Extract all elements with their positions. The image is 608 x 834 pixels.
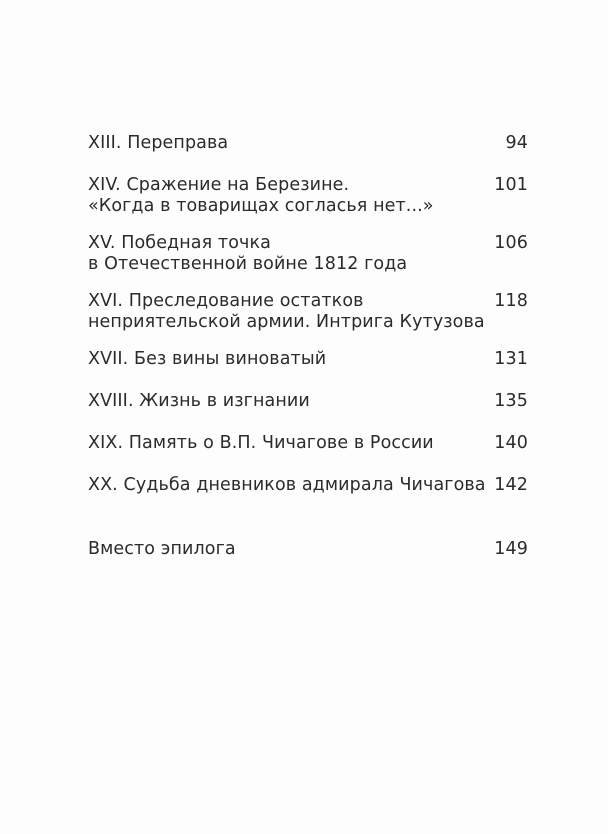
toc-entry-page-number: 118 xyxy=(494,291,528,311)
toc-entry-xvi xyxy=(88,291,528,333)
toc-entry-line: XVIII. Жизнь в изгнании xyxy=(88,391,310,411)
toc-entry-xviii xyxy=(88,391,528,412)
toc-entry-title xyxy=(88,433,478,454)
toc-entry-line: XX. Судьба дневников адмирала Чичагова xyxy=(88,475,486,495)
toc-entry-page-number: 142 xyxy=(494,475,528,495)
toc-entry-page-number: 131 xyxy=(494,349,528,369)
toc-entry-title xyxy=(88,133,478,154)
toc-entry-xx xyxy=(88,475,528,496)
toc-entry-line: «Когда в товарищах согласья нет...» xyxy=(88,196,434,216)
toc-entry-title xyxy=(88,349,478,370)
toc-entry-title xyxy=(88,539,478,560)
toc-entry-page-number: 140 xyxy=(494,433,528,453)
table-of-contents xyxy=(88,133,528,496)
toc-entry-line: неприятельской армии. Интрига Кутузова xyxy=(88,312,485,332)
toc-entry-line: XIII. Переправа xyxy=(88,133,229,153)
toc-entry-page-number: 94 xyxy=(505,133,528,153)
toc-entry-line: XIV. Сражение на Березине. xyxy=(88,175,350,195)
toc-entry-epilog xyxy=(88,539,528,560)
toc-entry-page-number: 135 xyxy=(494,391,528,411)
toc-entry-xiv xyxy=(88,175,528,217)
toc-entry-xiii xyxy=(88,133,528,154)
toc-entry-page-number: 149 xyxy=(494,539,528,559)
toc-entry xyxy=(88,539,528,560)
toc-entry-line: Вместо эпилога xyxy=(88,539,236,559)
toc-entry-line: в Отечественной войне 1812 года xyxy=(88,254,408,274)
toc-entry-line: XV. Победная точка xyxy=(88,233,271,253)
toc-entry-page-number: 106 xyxy=(494,233,528,253)
toc-entry-title xyxy=(88,391,478,412)
toc-entry-title xyxy=(88,175,478,217)
toc-entry-xix xyxy=(88,433,528,454)
toc-entry-line: XVII. Без вины виноватый xyxy=(88,349,327,369)
toc-entry-title xyxy=(88,475,486,496)
toc-entry-line: XIX. Память о В.П. Чичагове в России xyxy=(88,433,434,453)
toc-entry-title xyxy=(88,233,478,275)
toc-entry-xvii xyxy=(88,349,528,370)
toc-entry-xv xyxy=(88,233,528,275)
toc-entry-page-number: 101 xyxy=(494,175,528,195)
toc-entry-title xyxy=(88,291,485,333)
toc-entry-line: XVI. Преследование остатков xyxy=(88,291,364,311)
